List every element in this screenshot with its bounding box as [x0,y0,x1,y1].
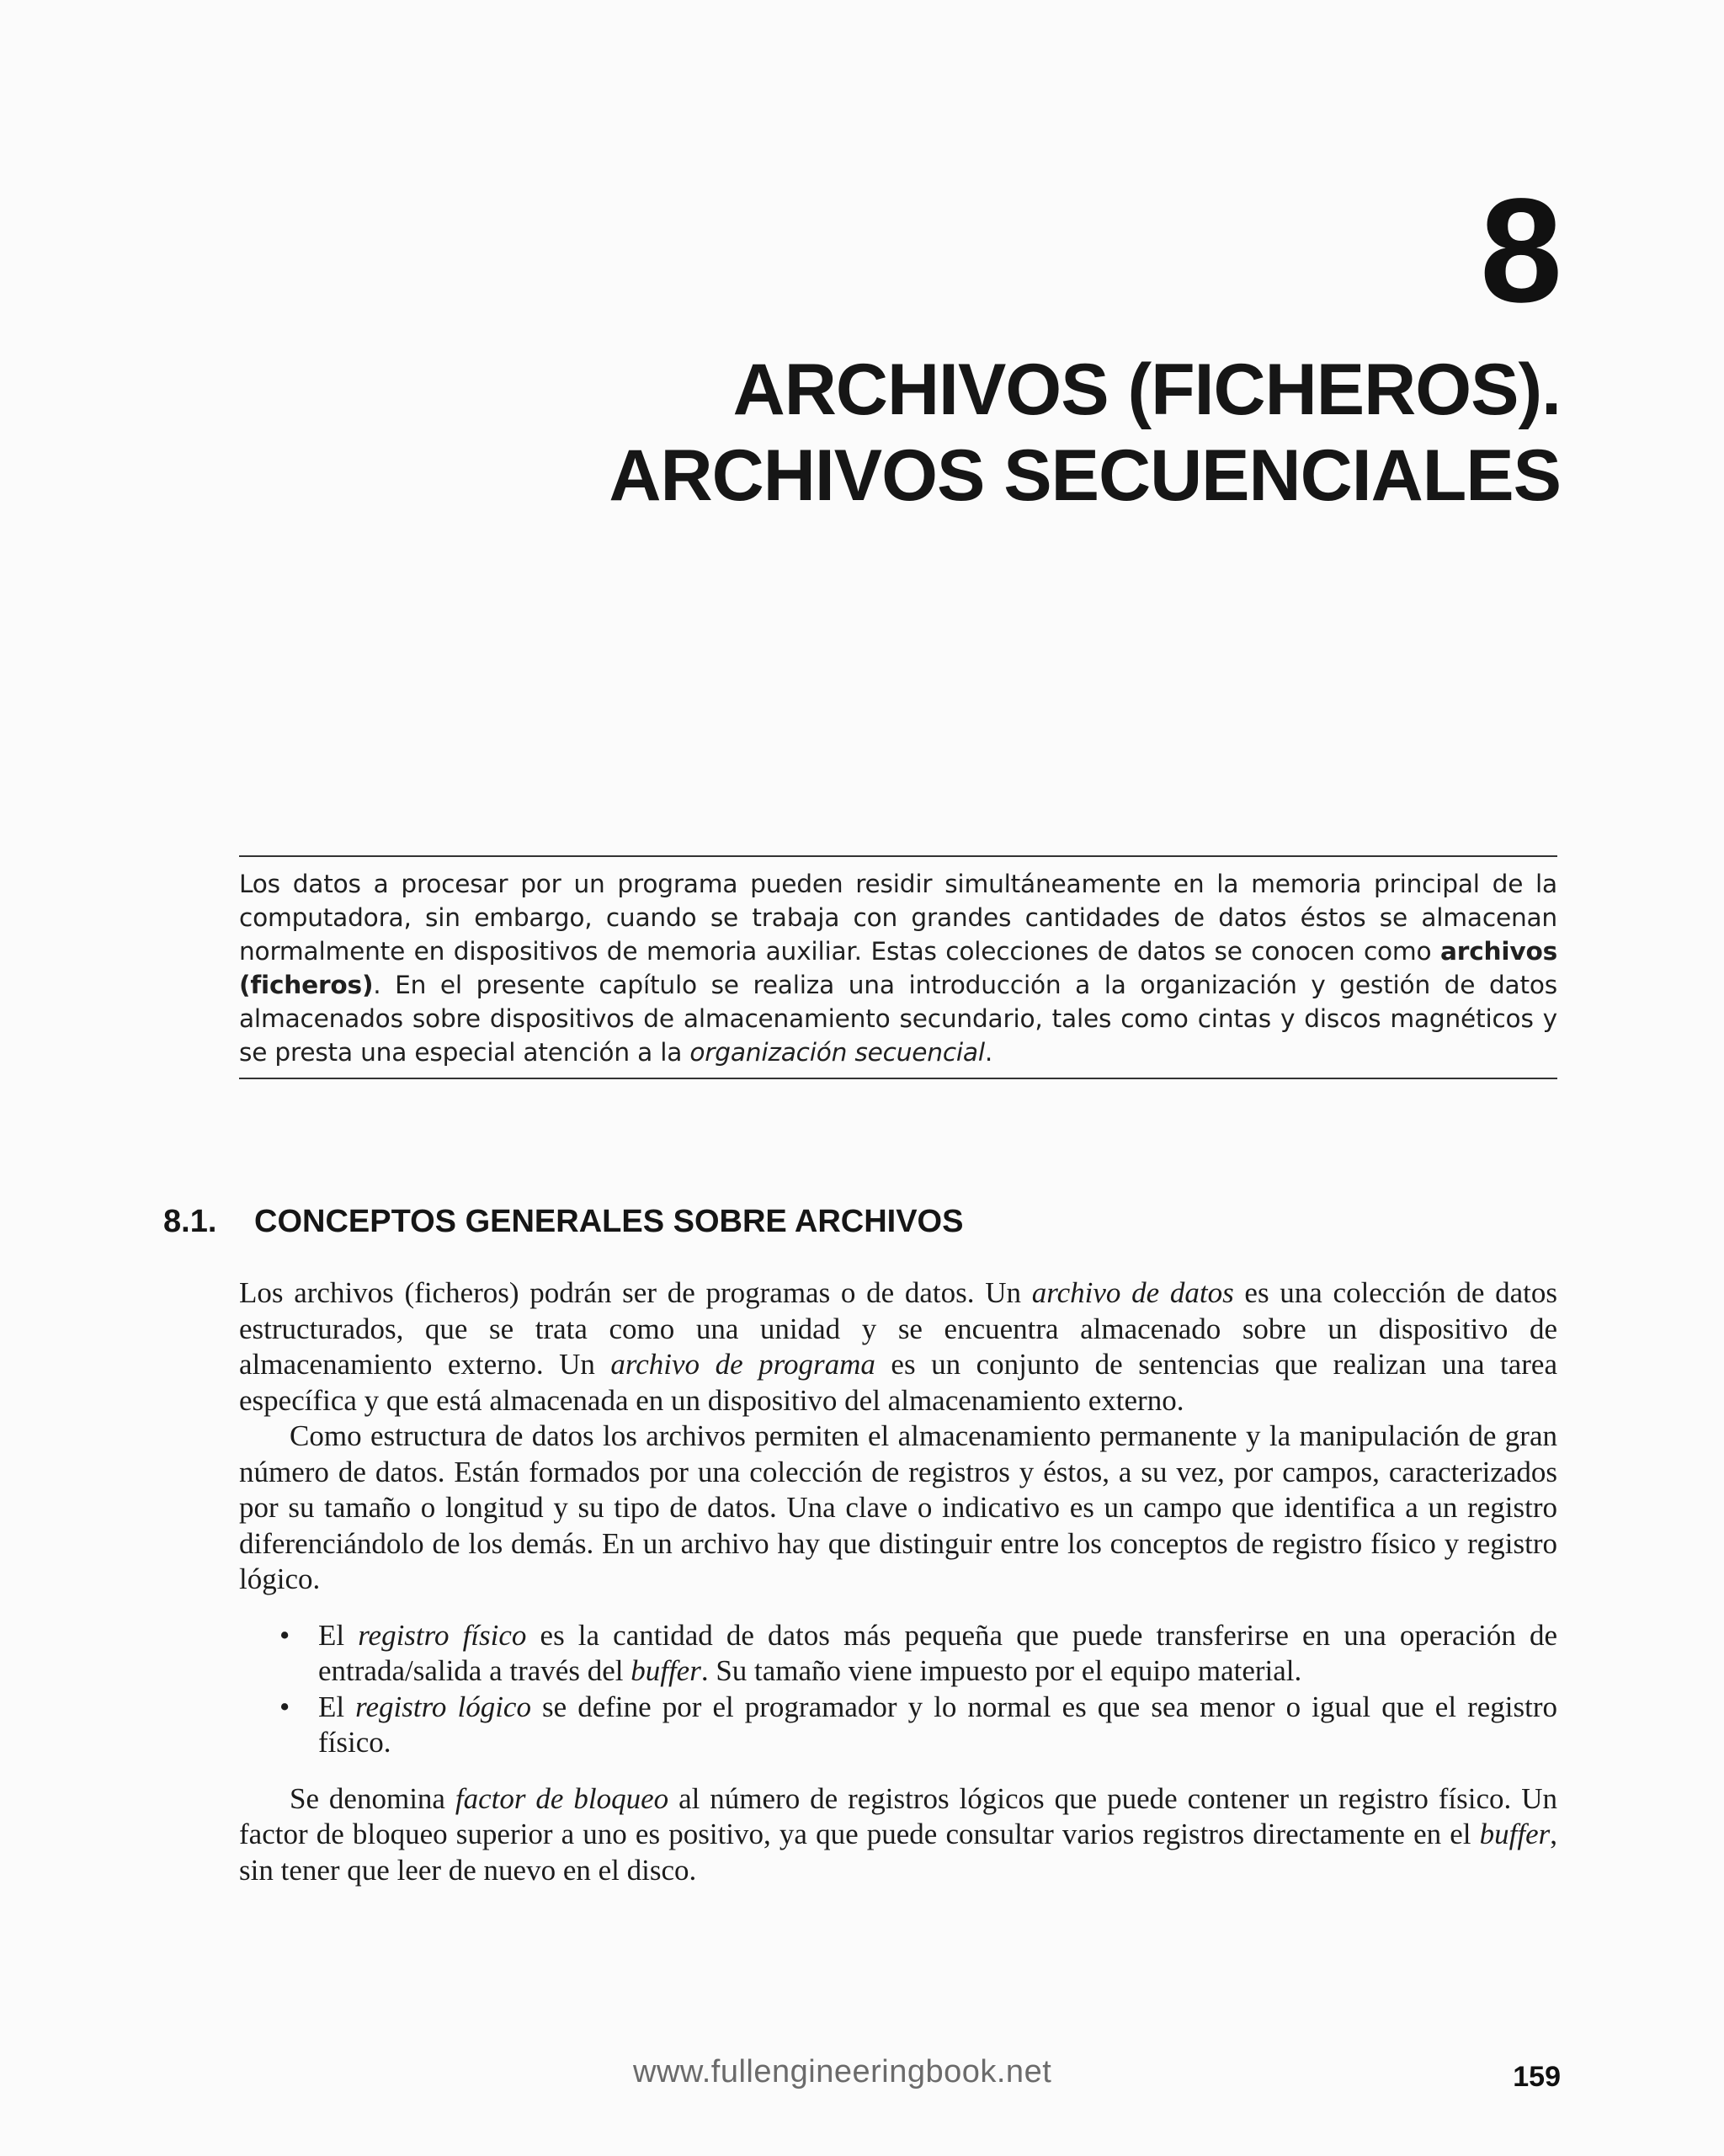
bullet-marker: • [279,1618,290,1652]
footer-url: www.fullengineeringbook.net [633,2054,1052,2089]
paragraph [239,1781,1557,1889]
abstract-text: Los datos a procesar por un programa pueden residir simultáneamente en la memoria principal de la computadora, sin embargo, cuando se trabaja con grandes cantidades de datos éstos se almacenan normalmente en dispositivos de memoria auxiliar. Estas colecciones de datos se conocen como [239,870,1557,966]
list-item [239,1690,1557,1761]
page-number: 159 [1513,2061,1561,2093]
list-item-text: El [318,1618,359,1652]
italic-term: archivo de datos [1031,1276,1234,1309]
paragraph: Como estructura de datos los archivos permiten el almacenamiento permanente y la manipulación de gran número de datos. Están formados por una colección de registros y éstos, a su vez, por campos, caracterizados por su tamaño o longitud y su tipo de datos. Una clave o indicativo es un campo que identifica a un registro diferenciándolo de los demás. En un archivo hay que distinguir entre los conceptos de registro físico y registro lógico. [239,1419,1557,1595]
abstract-bold-term: archivos (ficheros) [239,937,1557,999]
list-item-text: El [318,1690,356,1723]
list-item [239,1618,1557,1690]
italic-term: archivo de programa [610,1348,875,1381]
list-item-text: se define por el programador y lo normal es que sea menor o igual que el registro físico. [318,1690,1558,1759]
body-text [239,1275,1557,1888]
italic-term: factor de bloqueo [455,1781,669,1815]
chapter-number: 8 [1480,168,1561,333]
abstract-bottom-rule [239,1078,1557,1079]
bullet-list [239,1618,1557,1761]
abstract-italic-term: organización secuencial [689,1038,985,1067]
section-title: CONCEPTOS GENERALES SOBRE ARCHIVOS [254,1204,964,1239]
paragraph-text: Se denomina [290,1781,455,1815]
paragraph-text: Los archivos (ficheros) podrán ser de programas o de datos. Un [239,1276,1032,1309]
abstract-text: . [984,1038,993,1067]
list-item-text: es la cantidad de datos más pequeña que puede transferirse en una operación de entrada/salida a través del [318,1618,1557,1687]
chapter-title-line2: ARCHIVOS SECUENCIALES [609,435,1561,516]
section-number: 8.1. [163,1204,217,1239]
paragraph [239,1275,1557,1419]
list-item-text: . Su tamaño viene impuesto por el equipo material. [700,1654,1302,1687]
italic-term: registro físico [358,1618,527,1652]
italic-term: buffer [1479,1818,1551,1850]
paragraph-text: , sin tener que leer de nuevo en el disco. [239,1818,1557,1887]
chapter-abstract [239,867,1557,1069]
abstract-top-rule [239,855,1557,857]
paragraph-text: es una colección de datos estructurados, que se trata como una unidad y se encuentra almacenado sobre un dispositivo de almacenamiento externo. Un [239,1276,1557,1381]
abstract-text: . En el presente capítulo se realiza una introducción a la organización y gestión de datos almacenados sobre dispositivos de almacenamiento secundario, tales como cintas y discos magnéticos y se presta una especial atención a la [239,971,1557,1067]
paragraph-text: al número de registros lógicos que puede contener un registro físico. Un factor de bloqueo superior a uno es positivo, ya que puede consultar varios registros directamente en el [239,1781,1557,1850]
chapter-title-line1: ARCHIVOS (FICHEROS). [732,349,1561,430]
bullet-marker: • [279,1690,290,1723]
italic-term: registro lógico [355,1690,531,1723]
chapter-title [298,347,1561,519]
section-heading [163,1204,963,1240]
italic-term: buffer [631,1654,701,1687]
paragraph-text: es un conjunto de sentencias que realizan una tarea específica y que está almacenada en un dispositivo del almacenamiento externo. [239,1348,1558,1417]
